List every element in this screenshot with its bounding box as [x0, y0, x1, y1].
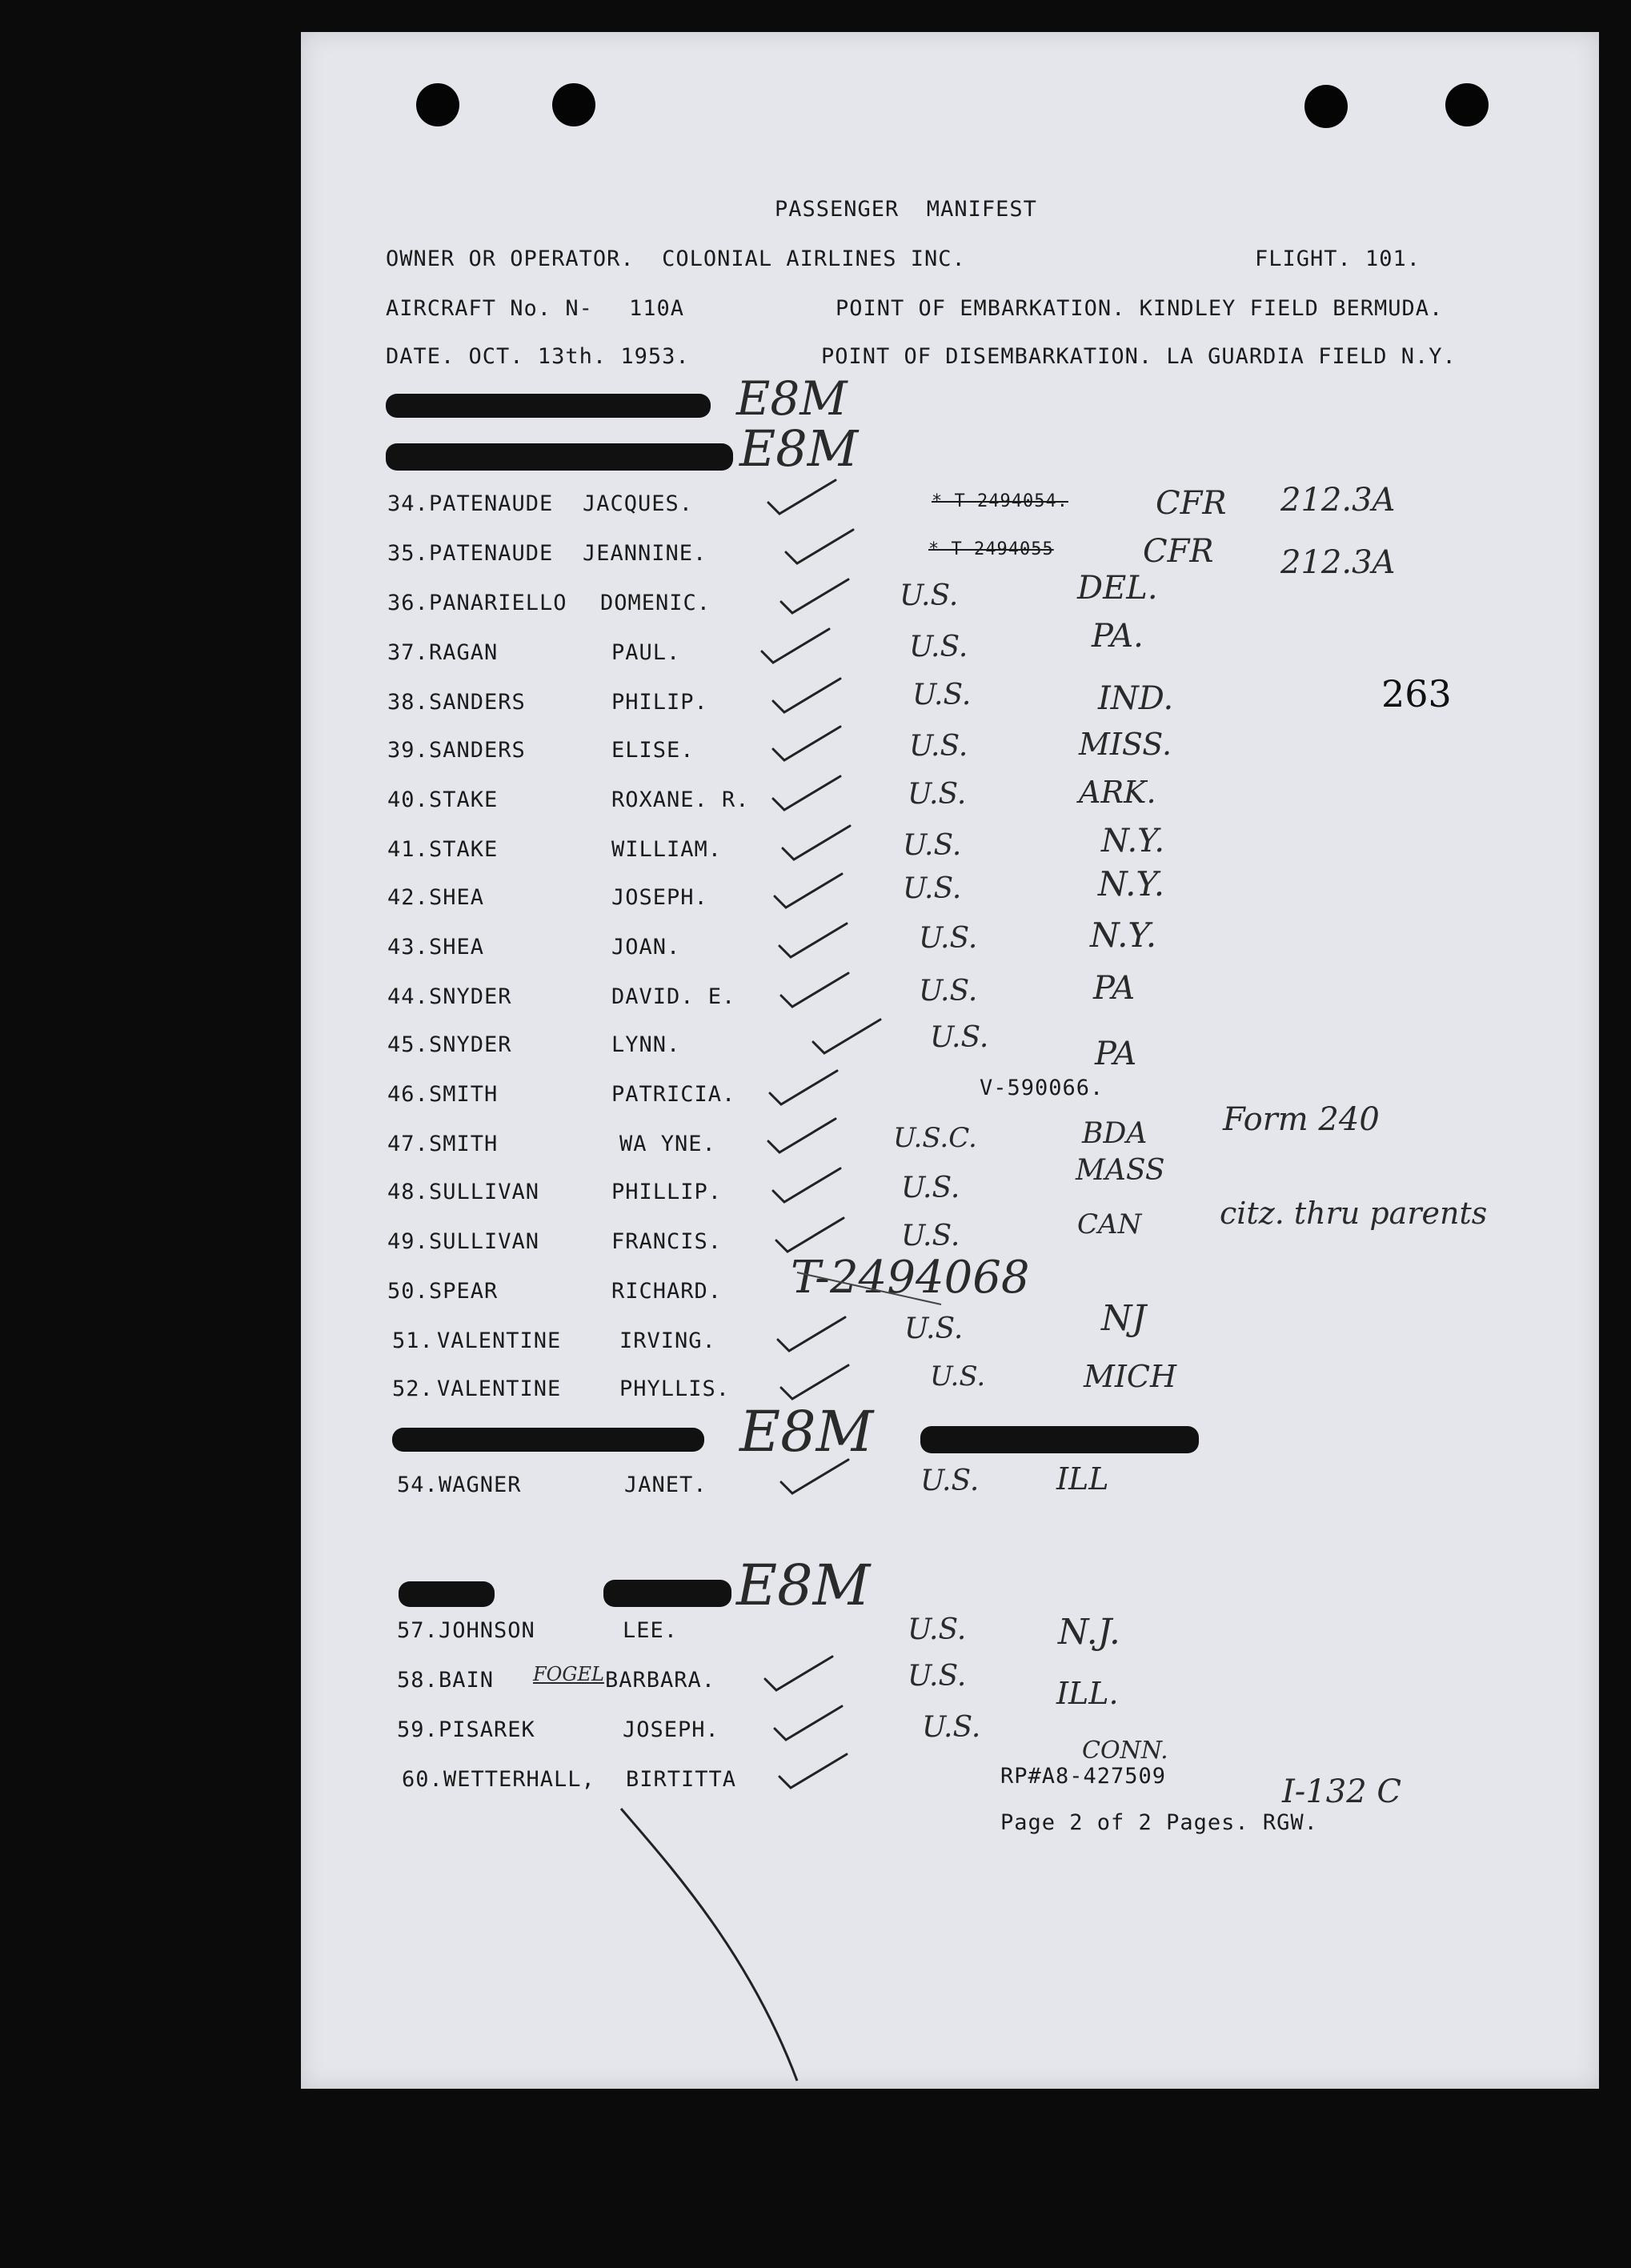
first-name: ROXANE. R. — [611, 787, 750, 812]
state: PA. — [1092, 618, 1144, 655]
last-name: SULLIVAN — [429, 1229, 540, 1254]
citizenship: U.S. — [922, 1711, 981, 1744]
check-mark — [773, 727, 840, 760]
state: MICH — [1084, 1359, 1177, 1394]
row-number: 51. — [392, 1328, 434, 1353]
row-number: 54. — [397, 1473, 439, 1497]
state: NJ — [1101, 1298, 1147, 1339]
citizenship: U.S. — [908, 778, 967, 811]
row-number: 46. — [387, 1082, 429, 1107]
citizenship: U.S. — [909, 631, 968, 663]
document-number: * T-2494055 — [928, 539, 1054, 559]
check-mark — [775, 874, 842, 908]
citizenship: U.S. — [908, 1613, 967, 1646]
citizenship: U.S. — [903, 829, 962, 862]
last-name: VALENTINE — [437, 1376, 562, 1401]
first-name: PHYLLIS. — [619, 1376, 731, 1401]
row-number: 41. — [387, 837, 429, 862]
citizenship: U.S. — [908, 1660, 967, 1693]
last-name: SPEAR — [429, 1279, 499, 1304]
last-name: PATENAUDE — [429, 541, 554, 566]
state: PA — [1093, 970, 1136, 1007]
row-number: 45. — [387, 1032, 429, 1057]
row-number: 47. — [387, 1132, 429, 1156]
check-mark — [768, 480, 836, 514]
check-mark — [776, 1218, 844, 1252]
date-line: DATE. OCT. 13th. 1953. — [386, 344, 690, 369]
check-mark — [781, 1460, 848, 1493]
row-number: 50. — [387, 1279, 429, 1304]
initials-handwritten: E8M — [736, 1553, 871, 1618]
state: MASS — [1076, 1154, 1165, 1187]
visa-number: V-590066. — [980, 1076, 1104, 1100]
row-number: 58. — [397, 1668, 439, 1693]
last-name: BAIN — [439, 1668, 495, 1693]
first-name: FRANCIS. — [611, 1229, 723, 1254]
aircraft-label: AIRCRAFT No. N- — [386, 296, 593, 321]
first-name: WILLIAM. — [611, 837, 723, 862]
row-number: 59. — [397, 1717, 439, 1742]
first-name: RICHARD. — [611, 1279, 723, 1304]
row-number: 60. — [402, 1767, 443, 1792]
disembarkation-line: POINT OF DISEMBARKATION. LA GUARDIA FIELD N.Y. — [821, 344, 1457, 369]
check-mark — [768, 1119, 836, 1152]
state: CAN — [1077, 1208, 1142, 1240]
pen-marks — [301, 32, 1599, 2089]
owner-line: OWNER OR OPERATOR. COLONIAL AIRLINES INC. — [386, 246, 966, 271]
state: PA — [1095, 1036, 1137, 1072]
check-mark — [813, 1020, 880, 1053]
initials-handwritten: E8M — [739, 1399, 874, 1465]
pen-stroke — [797, 1272, 941, 1304]
first-name: JEANNINE. — [583, 541, 707, 566]
citizenship: U.S. — [903, 872, 962, 905]
last-name: PANARIELLO — [429, 591, 567, 615]
check-mark — [765, 1657, 832, 1690]
row-number: 42. — [387, 885, 429, 910]
citizenship: U.S. — [901, 1172, 960, 1204]
check-mark — [775, 1706, 842, 1740]
state: N.Y. — [1098, 864, 1165, 904]
first-name: BIRTITTA — [626, 1767, 737, 1792]
row-number: 43. — [387, 935, 429, 960]
row-number: 57. — [397, 1618, 439, 1643]
last-name: WAGNER — [439, 1473, 522, 1497]
embarkation-line: POINT OF EMBARKATION. KINDLEY FIELD BERMUDA. — [836, 296, 1444, 321]
check-mark — [762, 629, 829, 663]
state: DEL. — [1077, 570, 1158, 607]
row-number: 44. — [387, 984, 429, 1009]
last-name: RAGAN — [429, 640, 499, 665]
page-count: Page 2 of 2 Pages. RGW. — [1000, 1810, 1318, 1835]
row-number: 34. — [387, 491, 429, 516]
check-mark — [781, 973, 848, 1007]
last-name: SANDERS — [429, 738, 526, 763]
note-section: 212.3A — [1280, 544, 1396, 581]
last-name: SNYDER — [429, 984, 512, 1009]
check-mark — [779, 924, 847, 957]
last-name: STAKE — [429, 837, 499, 862]
name-insertion: FOGEL — [533, 1663, 604, 1685]
check-mark — [773, 679, 840, 712]
first-name: DAVID. E. — [611, 984, 736, 1009]
citizenship: U.S. — [909, 730, 968, 763]
citizenship: U.S. — [900, 579, 959, 612]
first-name: JOSEPH. — [623, 1717, 719, 1742]
last-name: STAKE — [429, 787, 499, 812]
state: N.J. — [1058, 1612, 1120, 1653]
row-number: 38. — [387, 690, 429, 715]
first-name: JANET. — [624, 1473, 707, 1497]
citizenship: U.S. — [919, 975, 978, 1008]
check-mark — [779, 1754, 847, 1788]
form-number: I-132 C — [1282, 1773, 1401, 1810]
row-number: 40. — [387, 787, 429, 812]
state: IND. — [1098, 680, 1174, 717]
last-name: SHEA — [429, 935, 485, 960]
row-number: 37. — [387, 640, 429, 665]
last-name: SNYDER — [429, 1032, 512, 1057]
row-number: 36. — [387, 591, 429, 615]
first-name: IRVING. — [619, 1328, 716, 1353]
citizenship: U.S. — [920, 1465, 980, 1497]
check-mark — [778, 1317, 845, 1351]
first-name: JOAN. — [611, 935, 681, 960]
state: N.Y. — [1090, 916, 1157, 955]
row-number: 35. — [387, 541, 429, 566]
pen-stroke — [621, 1809, 797, 2081]
citizenship: U.S. — [930, 1021, 989, 1054]
last-name: SULLIVAN — [429, 1180, 540, 1204]
note-code: CFR — [1143, 533, 1214, 570]
first-name: BARBARA. — [605, 1668, 716, 1693]
citizenship: U.S. — [930, 1360, 986, 1392]
check-mark — [781, 579, 848, 613]
rp-number: RP#A8-427509 — [1000, 1764, 1167, 1789]
first-name: LYNN. — [611, 1032, 681, 1057]
first-name: JACQUES. — [583, 491, 694, 516]
state: ILL. — [1056, 1676, 1119, 1711]
state: MISS. — [1079, 727, 1172, 762]
initials-handwritten: E8M — [739, 419, 859, 478]
aircraft-number: 110A — [629, 296, 685, 321]
document-number: * T-2494054. — [932, 491, 1068, 511]
check-mark — [770, 1071, 837, 1104]
last-name: SANDERS — [429, 690, 526, 715]
last-name: SMITH — [429, 1082, 499, 1107]
last-name: SMITH — [429, 1132, 499, 1156]
check-mark — [786, 530, 853, 563]
check-mark — [773, 1168, 840, 1202]
first-name: JOSEPH. — [611, 885, 708, 910]
document-number: T-2494068 — [791, 1252, 1030, 1304]
citizenship: U.S. — [901, 1220, 960, 1252]
note-code: CFR — [1156, 485, 1227, 522]
last-name: PISAREK — [439, 1717, 535, 1742]
first-name: LEE. — [623, 1618, 679, 1643]
initials-handwritten: E8M — [736, 371, 848, 426]
page-number-stamp: 263 — [1381, 672, 1452, 715]
first-name: PAUL. — [611, 640, 681, 665]
state: N.Y. — [1101, 823, 1165, 860]
first-name: PHILLIP. — [611, 1180, 723, 1204]
state: ARK. — [1079, 775, 1156, 810]
check-mark — [773, 776, 840, 810]
last-name: WETTERHALL, — [443, 1767, 595, 1792]
form-note: Form 240 — [1223, 1101, 1380, 1138]
note-section: 212.3A — [1280, 482, 1396, 519]
citizenship-note: citz. thru parents — [1220, 1196, 1488, 1231]
citizenship: U.S. — [919, 922, 978, 955]
flight-number: FLIGHT. 101. — [1255, 246, 1421, 271]
state: BDA — [1082, 1117, 1148, 1150]
check-mark — [781, 1365, 848, 1399]
last-name: SHEA — [429, 885, 485, 910]
check-mark — [783, 826, 850, 860]
first-name: ELISE. — [611, 738, 695, 763]
citizenship: U.S.C. — [893, 1122, 977, 1154]
last-name: VALENTINE — [437, 1328, 562, 1353]
citizenship: U.S. — [904, 1312, 964, 1345]
first-name: DOMENIC. — [600, 591, 711, 615]
first-name: PATRICIA. — [611, 1082, 736, 1107]
first-name: WA YNE. — [619, 1132, 716, 1156]
row-number: 48. — [387, 1180, 429, 1204]
manifest-page — [301, 32, 1599, 2089]
citizenship: U.S. — [912, 679, 972, 711]
state: ILL — [1056, 1461, 1109, 1497]
row-number: 49. — [387, 1229, 429, 1254]
manifest-title: PASSENGER MANIFEST — [775, 197, 1037, 222]
last-name: JOHNSON — [439, 1618, 535, 1643]
last-name: PATENAUDE — [429, 491, 554, 516]
first-name: PHILIP. — [611, 690, 708, 715]
state: CONN. — [1082, 1737, 1168, 1765]
row-number: 39. — [387, 738, 429, 763]
row-number: 52. — [392, 1376, 434, 1401]
